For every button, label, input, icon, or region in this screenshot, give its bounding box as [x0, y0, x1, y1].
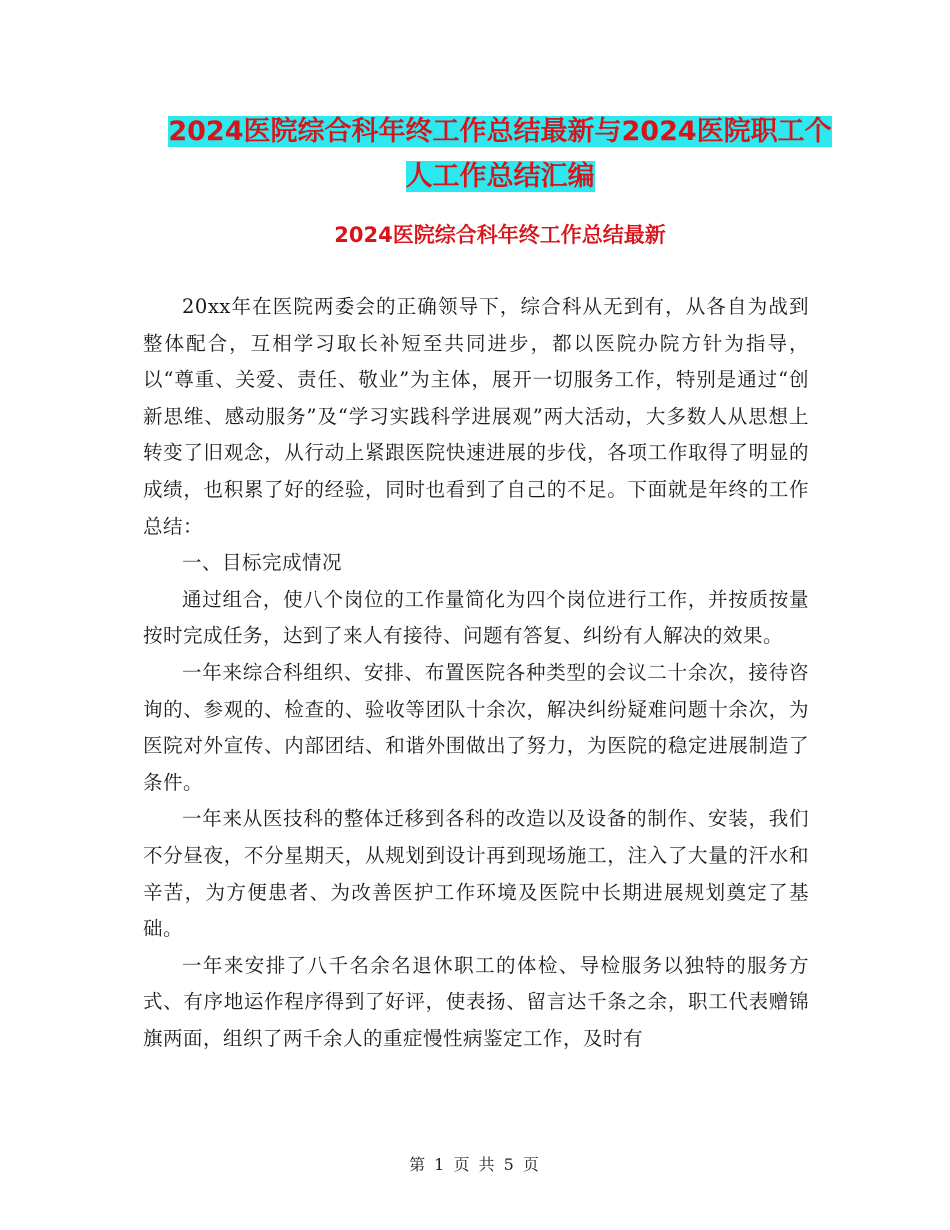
section-title: 2024医院综合科年终工作总结最新: [334, 223, 666, 247]
paragraph: 一年来安排了八千名余名退休职工的体检、导检服务以独特的服务方式、有序地运作程序得到了好评，使表扬、留言达千条之余，职工代表赠锦旗两面，组织了两千余人的重症慢性病鉴定工作，及时有: [143, 953, 809, 1050]
paragraph: 20xx年在医院两委会的正确领导下，综合科从无到有，从各自为战到整体配合，互相学习取长补短至共同进步，都以医院办院方针为指导，以“尊重、关爱、责任、敬业”为主体，展开一切服务工作，特别是通过“创新思维、感动服务”及“学习实践科学进展观”两大活动，大多数人从思想上转变了旧观念，从行动上紧跟医院快速进展的步伐，各项工作取得了明显的成绩，也积累了好的经验，同时也看到了自己的不足。下面就是年终的工作总结：: [143, 295, 809, 538]
title-highlight: 2024医院综合科年终工作总结最新与2024医院职工个: [168, 116, 832, 147]
paragraph: 通过组合，使八个岗位的工作量简化为四个岗位进行工作，并按质按量按时完成任务，达到了来人有接待、问题有答复、纠纷有人解决的效果。: [143, 587, 809, 648]
paragraph: 一年来综合科组织、安排、布置医院各种类型的会议二十余次，接待咨询的、参观的、检查的、验收等团队十余次，解决纠纷疑难问题十余次，为医院对外宣传、内部团结、和谐外围做出了努力，为医院的稳定进展制造了条件。: [143, 660, 809, 794]
document-title-line-2: [140, 153, 860, 200]
document-title-line-1: [140, 108, 860, 155]
paragraph: 一、目标完成情况: [182, 551, 343, 575]
page-footer: 第 1 页 共 5 页: [409, 1155, 541, 1174]
document-body: [143, 289, 809, 1057]
title-highlight: 人工作总结汇编: [405, 161, 595, 192]
paragraph: 一年来从医技科的整体迁移到各科的改造以及设备的制作、安装，我们不分昼夜，不分星期天，从规划到设计再到现场施工，注入了大量的汗水和辛苦，为方便患者、为改善医护工作环境及医院中长期进展规划奠定了基础。: [143, 807, 809, 941]
